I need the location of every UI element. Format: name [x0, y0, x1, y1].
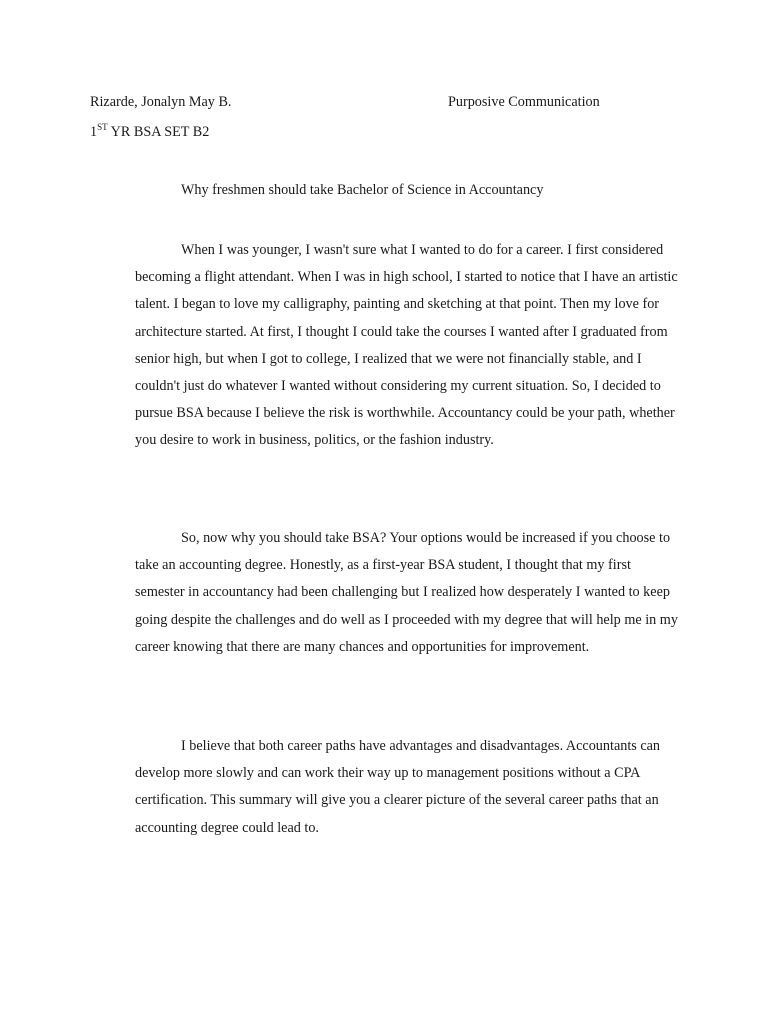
year-suffix: ST	[97, 122, 108, 132]
program-section: YR BSA SET B2	[107, 124, 210, 140]
year-number: 1	[90, 124, 98, 140]
paragraph-3: I believe that both career paths have advantages and disadvantages. Accountants can develop more slowly and can work their way up to management positions without a CPA certification. This summary will give you a clearer picture of the several career paths that an accounting degree could lead to.	[135, 738, 661, 836]
year-and-section	[90, 124, 209, 141]
paragraph-2: So, now why you should take BSA? Your options would be increased if you choose to take an accounting degree. Honestly, as a first-year BSA student, I thought that my first semester in accountancy had been challenging but I realized how desperately I wanted to keep going despite the challenges and do well as I proceeded with my degree that will help me in my career knowing that there are many chances and opportunities for improvement.	[135, 530, 678, 655]
subject-name: Purposive Communication	[448, 94, 600, 110]
essay-title: Why freshmen should take Bachelor of Science in Accountancy	[181, 182, 544, 198]
paragraph-1: When I was younger, I wasn't sure what I wanted to do for a career. I first considered becoming a flight attendant. When I was in high school, I started to notice that I have an artistic talent. I began to love my calligraphy, painting and sketching at that point. Then my love for architecture started. At first, I thought I could take the courses I wanted after I graduated from senior high, but when I got to college, I realized that we were not financially stable, and I couldn't just do whatever I wanted without considering my current situation. So, I decided to pursue BSA because I believe the risk is worthwhile. Accountancy could be your path, whether you desire to work in business, politics, or the fashion industry.	[135, 242, 678, 449]
student-name: Rizarde, Jonalyn May B.	[90, 94, 232, 110]
